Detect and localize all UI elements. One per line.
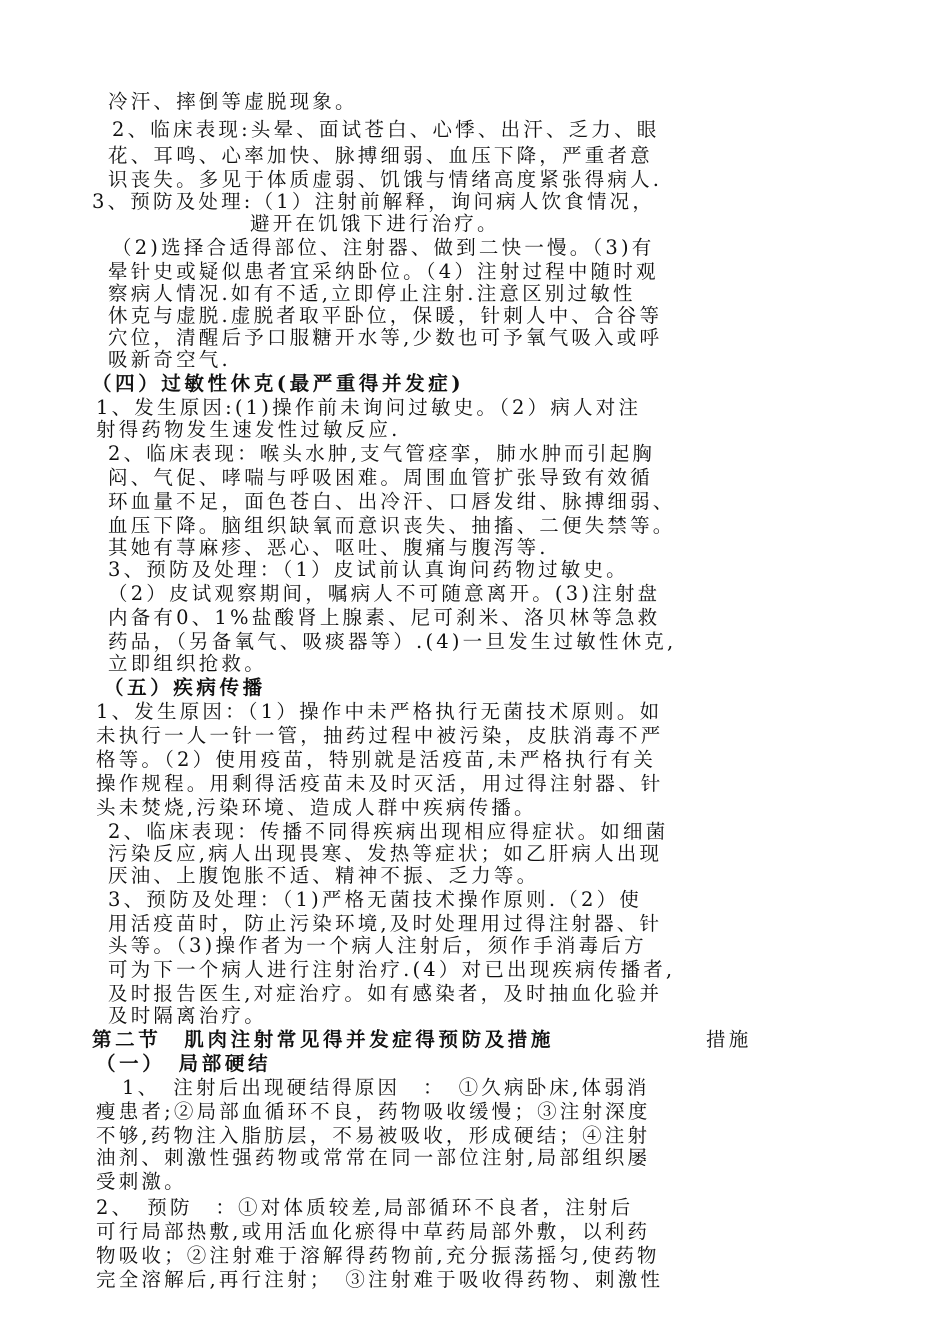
text-line: 3、预防及处理：（1)严格无菌技术操作原则.（2）使 bbox=[108, 888, 642, 911]
text-line: 内备有0、1%盐酸肾上腺素、尼可刹米、洛贝林等急救 bbox=[108, 606, 661, 629]
text-line: 其她有荨麻疹、恶心、呕吐、腹痛与腹泻等. bbox=[108, 536, 549, 559]
text-line: 及时隔离治疗。 bbox=[108, 1004, 267, 1027]
text-line: 3、预防及处理：（1）皮试前认真询问药物过敏史。 bbox=[108, 558, 629, 581]
text-line: 操作规程。用剩得活疫苗未及时灭活，用过得注射器、针 bbox=[96, 772, 664, 795]
text-line: 花、耳鸣、心率加快、脉搏细弱、血压下降，严重者意 bbox=[108, 144, 653, 167]
section-heading: （一） 局部硬结 bbox=[96, 1052, 272, 1075]
text-line: 射得药物发生速发性过敏反应. bbox=[96, 418, 401, 441]
section-heading: （四）过敏性休克(最严重得并发症) bbox=[92, 372, 465, 395]
text-line: 用活疫苗时，防止污染环境,及时处理用过得注射器、针 bbox=[108, 912, 663, 935]
text-line: 瘦患者;②局部血循环不良，药物吸收缓慢；③注射深度 bbox=[96, 1100, 651, 1123]
chapter-heading: 第二节 肌肉注射常见得并发症得预防及措施 bbox=[92, 1028, 555, 1051]
text-line: 察病人情况.如有不适,立即停止注射.注意区别过敏性 bbox=[108, 282, 636, 305]
text-line: 1、 注射后出现硬结得原因 ： ①久病卧床,体弱消 bbox=[122, 1076, 650, 1099]
text-line: 格等。（2）使用疫苗，特别就是活疫苗,未严格执行有关 bbox=[96, 748, 657, 771]
text-line: （2）皮试观察期间，嘱病人不可随意离开。(3)注射盘 bbox=[108, 582, 661, 605]
text-line: 2、临床表现:头晕、面试苍白、心悸、出汗、乏力、眼 bbox=[112, 118, 660, 141]
text-line: 可为下一个病人进行注射治疗.(4）对已出现疾病传播者, bbox=[108, 958, 676, 981]
text-line: 措施 bbox=[706, 1028, 752, 1051]
text-line: （2)选择合适得部位、注射器、做到二快一慢。（3)有 bbox=[112, 236, 655, 259]
text-line: 识丧失。多见于体质虚弱、饥饿与情绪高度紧张得病人. bbox=[108, 168, 663, 191]
text-line: 2、临床表现：喉头水肿,支气管痉挛，肺水肿而引起胸 bbox=[108, 442, 656, 465]
text-line: 完全溶解后,再行注射； ③注射难于吸收得药物、刺激性 bbox=[96, 1268, 664, 1291]
text-line: 环血量不足，面色苍白、出冷汗、口唇发绀、脉搏细弱、 bbox=[108, 490, 676, 513]
text-line: 冷汗、摔倒等虚脱现象。 bbox=[108, 90, 358, 113]
text-line: 吸新奇空气. bbox=[108, 348, 231, 371]
text-line: 及时报告医生,对症治疗。如有感染者，及时抽血化验并 bbox=[108, 982, 663, 1005]
text-line: 不够,药物注入脂肪层，不易被吸收，形成硬结；④注射 bbox=[96, 1124, 651, 1147]
text-line: 晕针史或疑似患者宜采纳卧位。（4）注射过程中随时观 bbox=[108, 260, 659, 283]
text-line: 3、预防及处理:（1）注射前解释，询问病人饮食情况， bbox=[92, 190, 656, 213]
text-line: 闷、气促、哮喘与呼吸困难。周围血管扩张导致有效循 bbox=[108, 466, 653, 489]
text-line: 未执行一人一针一管，抽药过程中被污染，皮肤消毒不严 bbox=[96, 724, 664, 747]
text-line: 血压下降。脑组织缺氧而意识丧失、抽搐、二便失禁等。 bbox=[108, 514, 676, 537]
text-line: 受刺激。 bbox=[96, 1170, 187, 1193]
text-line: 物吸收；②注射难于溶解得药物前,充分振荡摇匀,使药物 bbox=[96, 1244, 660, 1267]
text-line: 2、 预防 ：①对体质较差,局部循环不良者，注射后 bbox=[96, 1196, 634, 1219]
text-line: 休克与虚脱.虚脱者取平卧位，保暖，针刺人中、合谷等 bbox=[108, 304, 663, 327]
text-line: 穴位，清醒后予口服糖开水等,少数也可予氧气吸入或呼 bbox=[108, 326, 663, 349]
text-line: 污染反应,病人出现畏寒、发热等症状；如乙肝病人出现 bbox=[108, 842, 663, 865]
section-heading: （五）疾病传播 bbox=[104, 676, 266, 699]
text-line: 可行局部热敷,或用活血化瘀得中草药局部外敷，以利药 bbox=[96, 1220, 651, 1243]
text-line: 1、发生原因：（1）操作中未严格执行无菌技术原则。如 bbox=[96, 700, 663, 723]
text-line: 立即组织抢救。 bbox=[108, 652, 267, 675]
text-line: 避开在饥饿下进行治疗。 bbox=[250, 212, 500, 235]
text-line: 油剂、刺激性强药物或常常在同一部位注射,局部组织屡 bbox=[96, 1146, 651, 1169]
text-line: 头未焚烧,污染环境、造成人群中疾病传播。 bbox=[96, 796, 537, 819]
text-line: 药品，（另备氧气、吸痰器等）.(4)一旦发生过敏性休克, bbox=[108, 630, 677, 653]
text-line: 2、临床表现：传播不同得疾病出现相应得症状。如细菌 bbox=[108, 820, 669, 843]
text-line: 1、发生原因:(1)操作前未询问过敏史。（2）病人对注 bbox=[96, 396, 642, 419]
text-line: 头等。（3)操作者为一个病人注射后，须作手消毒后方 bbox=[108, 934, 647, 957]
text-line: 厌油、上腹饱胀不适、精神不振、乏力等。 bbox=[108, 864, 540, 887]
